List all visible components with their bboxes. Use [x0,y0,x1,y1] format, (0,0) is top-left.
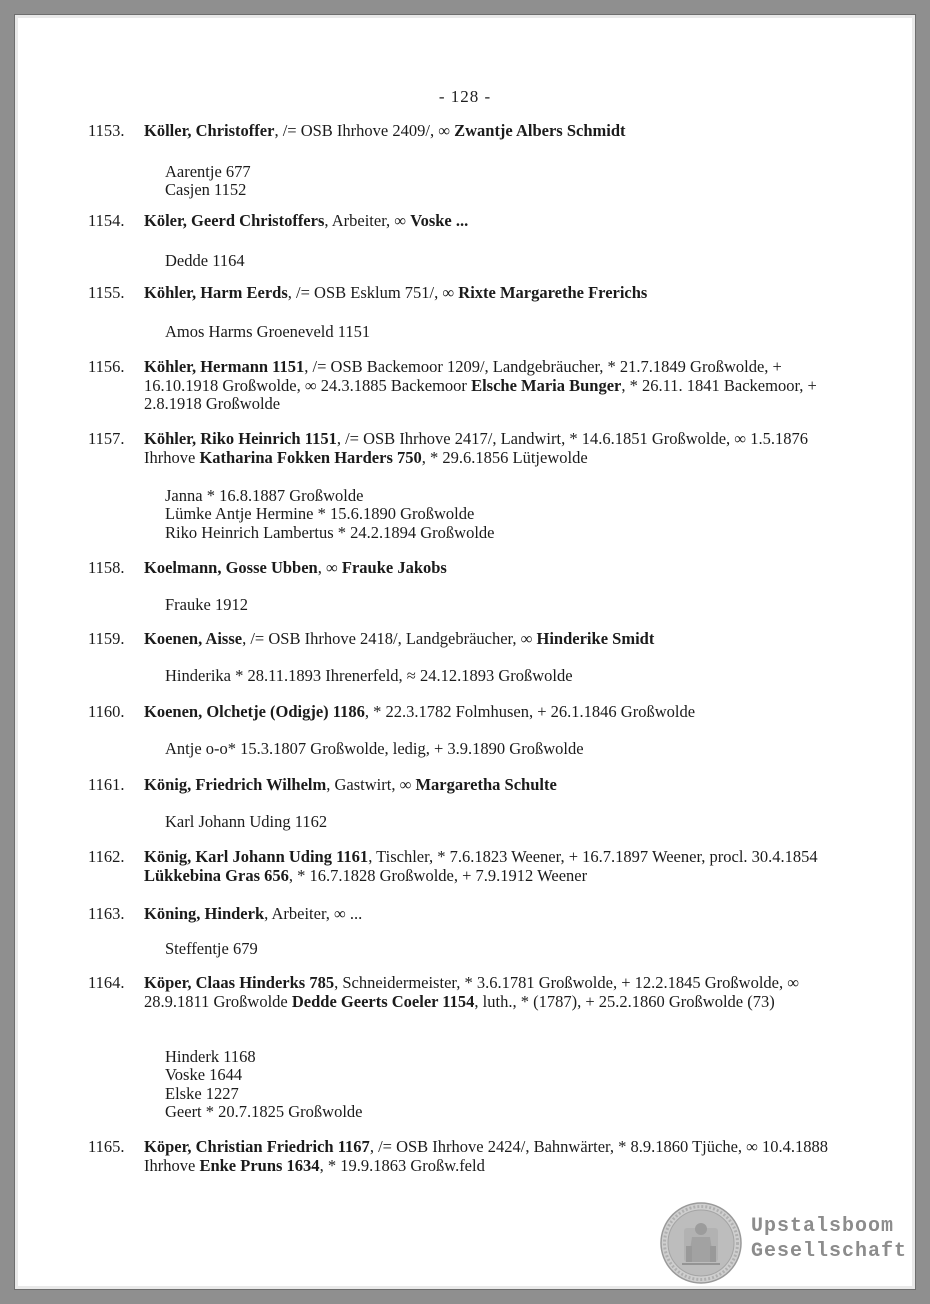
child-item: Aarentje 677 [165,162,251,181]
entry-name-bold: Köler, Geerd Christoffers [144,211,325,230]
society-brand [751,1214,911,1264]
child-item: Hinderika * 28.11.1893 Ihrenerfeld, ≈ 24.12.1893 Großwolde [165,666,573,685]
child-item: Riko Heinrich Lambertus * 24.2.1894 Großwolde [165,522,495,542]
entry-detail: , Schneidermeister, * 3.6.1781 Großwolde, + 12.2.1845 Großwolde, ∞ 28.9.1811 Großwolde [144,973,800,1011]
entry-text [144,905,848,924]
entry [88,559,848,578]
children-list [165,740,765,758]
brand-line-2: Gesellschaft [751,1240,908,1263]
child-item: Karl Johann Uding 1162 [165,812,328,831]
entry-name-bold: Elsche Maria Bunger [471,375,622,395]
child-item: Voske 1644 [165,1065,243,1085]
child-item: Janna * 16.8.1887 Großwolde [165,486,364,505]
entry-text [144,284,848,303]
entry-detail: , /= OSB Backemoor 1209/, Landgebräucher, * 21.7.1849 Großwolde, + 16.10.1918 Großwolde, ∞ 24.3.1885 Backemoor [144,357,782,395]
entry [88,703,848,722]
entry-detail: , /= OSB Ihrhove 2417/, Landwirt, * 14.6.1851 Großwolde, ∞ 1.5.1876 Ihrhove [144,429,808,467]
children-list [165,163,765,200]
children-list [165,667,765,685]
entry-detail: , * 16.7.1828 Großwolde, + 7.9.1912 Weener [288,865,588,885]
entry-name-bold: König, Karl Johann Uding 1161 [144,847,369,866]
entry-number: 1160. [88,702,125,721]
entry [88,430,848,467]
entry-text [144,358,848,414]
entry [88,776,848,795]
entry-number: 1153. [88,121,125,140]
child-item: Elske 1227 [165,1083,239,1103]
entry-detail: , * 26.11. 1841 Backemoor, + 2.8.1918 Großwolde [144,375,817,413]
child-item: Frauke 1912 [165,595,248,614]
children-list [165,323,765,341]
entry-name-bold: Köper, Christian Friedrich 1167 [144,1137,370,1156]
entry-number: 1162. [88,847,125,866]
entry-detail: , /= OSB Ihrhove 2418/, Landgebräucher, ∞ [242,629,537,648]
entry-name-bold: Koelmann, Gosse Ubben [144,558,318,577]
entry-name-bold: Zwantje Albers Schmidt [454,121,626,140]
entry-text [144,212,848,231]
entry-detail: , ∞ [317,558,342,577]
entry-detail: , /= OSB Ihrhove 2409/, ∞ [274,121,455,140]
entry-detail: , Gastwirt, ∞ [326,775,416,794]
children-list [165,252,765,270]
page-number: - 128 - [438,87,492,106]
entry-name-bold: Rixte Margarethe Frerichs [458,283,648,302]
entry-name-bold: Koenen, Olchetje (Odigje) 1186 [144,702,365,721]
entry-number: 1154. [88,211,125,230]
entry-name-bold: Dedde Geerts Coeler 1154 [291,991,475,1011]
child-item: Antje o-o* 15.3.1807 Großwolde, ledig, + 3.9.1890 Großwolde [165,739,584,758]
society-seal-icon [660,1202,742,1284]
entry-number: 1161. [88,775,125,794]
entry-name-bold: Koenen, Aisse [144,629,243,648]
entry-text [144,703,848,722]
entry-number: 1157. [88,429,125,448]
entry-text [144,848,848,885]
entry-name-bold: Katharina Fokken Harders 750 [199,447,422,467]
entry-detail: , luth., * (1787), + 25.2.1860 Großwolde (73) [474,991,775,1011]
entry [88,1138,848,1175]
children-list [165,487,765,542]
child-item: Amos Harms Groeneveld 1151 [165,322,371,341]
entry-text [144,559,848,578]
entry-detail: , Arbeiter, ∞ ... [264,904,363,923]
entry-text [144,1138,848,1175]
entry [88,974,848,1011]
entry-number: 1163. [88,904,125,923]
entry-name-bold: Frauke Jakobs [341,558,447,577]
entry [88,122,848,141]
entry-text [144,430,848,467]
entry-name-bold: Köper, Claas Hinderks 785 [144,973,335,992]
entry-name-bold: Hinderike Smidt [536,629,655,648]
children-list [165,1048,765,1121]
child-item: Casjen 1152 [165,180,247,200]
entry-name-bold: Voske ... [410,211,469,230]
children-list [165,813,765,831]
entry-name-bold: Köhler, Harm Eerds [144,283,288,302]
child-item: Geert * 20.7.1825 Großwolde [165,1101,363,1121]
entry-text [144,974,848,1011]
entry-number: 1155. [88,283,125,302]
entry [88,630,848,649]
entry-detail: , Tischler, * 7.6.1823 Weener, + 16.7.1897 Weener, procl. 30.4.1854 [368,847,818,866]
entry-text [144,122,848,141]
children-list [165,596,765,614]
entry-detail: , Arbeiter, ∞ [324,211,411,230]
entry-name-bold: Köhler, Hermann 1151 [144,357,305,376]
entry [88,284,848,303]
entry-name-bold: Margaretha Schulte [415,775,557,794]
entry-detail: , * 19.9.1863 Großw.feld [319,1155,485,1175]
entry-number: 1164. [88,973,125,992]
entry-number: 1158. [88,558,125,577]
entry-number: 1165. [88,1137,125,1156]
entry-number: 1156. [88,357,125,376]
entry [88,848,848,885]
child-item: Lümke Antje Hermine * 15.6.1890 Großwolde [165,504,475,524]
entry-detail: , /= OSB Esklum 751/, ∞ [287,283,459,302]
entry-detail: , /= OSB Ihrhove 2424/, Bahnwärter, * 8.9.1860 Tjüche, ∞ 10.4.1888 Ihrhove [144,1137,829,1175]
entry-detail: , * 29.6.1856 Lütjewolde [421,447,588,467]
entry [88,358,848,414]
entry-detail: , * 22.3.1782 Folmhusen, + 26.1.1846 Großwolde [364,702,696,721]
children-list [165,940,765,958]
child-item: Hinderk 1168 [165,1047,256,1066]
entry-name-bold: Lükkebina Gras 656 [144,865,289,885]
child-item: Steffentje 679 [165,939,258,958]
entry [88,212,848,231]
entry-number: 1159. [88,629,125,648]
entry-text [144,630,848,649]
entry-name-bold: Köller, Christoffer [144,121,275,140]
entry [88,905,848,924]
entry-name-bold: Köhler, Riko Heinrich 1151 [144,429,337,448]
entry-name-bold: König, Friedrich Wilhelm [144,775,327,794]
entry-text [144,776,848,795]
brand-line-1: Upstalsboom [751,1215,895,1238]
entry-name-bold: Enke Pruns 1634 [199,1155,320,1175]
entry-name-bold: Köning, Hinderk [144,904,265,923]
child-item: Dedde 1164 [165,251,245,270]
